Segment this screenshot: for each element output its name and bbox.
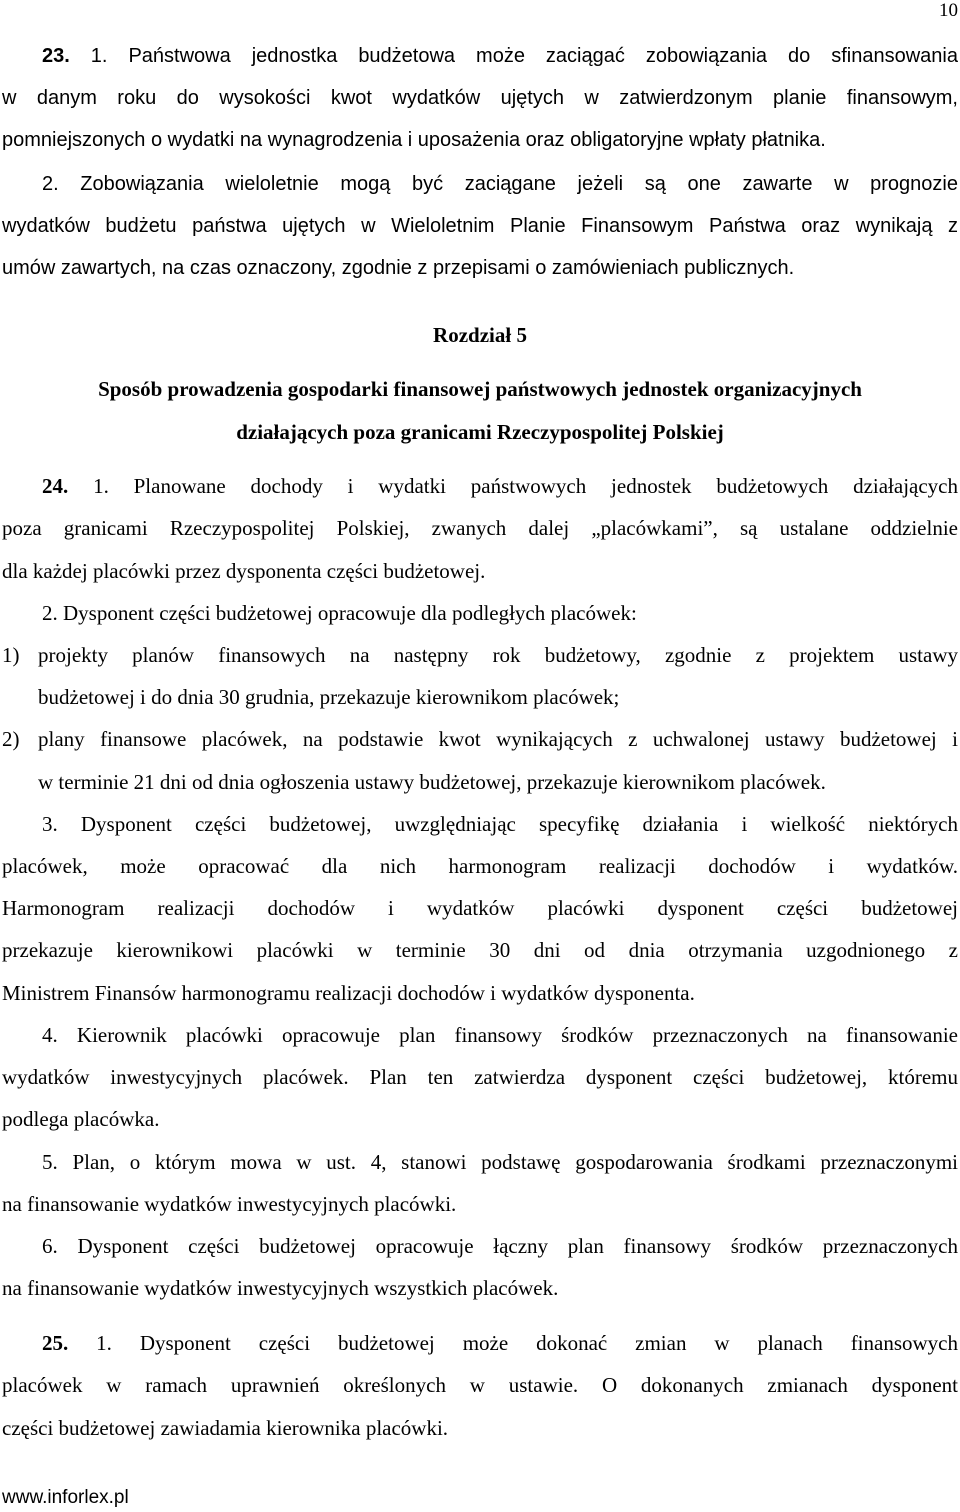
art24-p5-line-2: na finansowanie wydatków inwestycyjnych placówki. xyxy=(2,1192,457,1216)
art24-p4-line-3: podlega placówka. xyxy=(2,1107,160,1131)
art24-text: 1. Planowane dochody i wydatki państwowych jednostek budżetowych działających xyxy=(93,474,959,498)
art24-p4-line-1: 4. Kierownik placówki opracowuje plan finansowy środków przeznaczonych na finansowanie xyxy=(42,1023,958,1047)
list-item-1-number: 1) xyxy=(2,643,20,667)
list-item-2-line-2: w terminie 21 dni od dnia ogłoszenia ustawy budżetowej, przekazuje kierownikom placówek. xyxy=(38,770,826,794)
footer-url: www.inforlex.pl xyxy=(2,1487,129,1508)
art23-p2-line-3: umów zawartych, na czas oznaczony, zgodnie z przepisami o zamówieniach publicznych. xyxy=(2,257,795,279)
art25-line-3: części budżetowej zawiadamia kierownika placówki. xyxy=(2,1416,449,1440)
art24-p3-line-2: placówek, może opracować dla nich harmonogram realizacji dochodów i wydatków. xyxy=(2,854,958,878)
art23-text: 1. Państwowa jednostka budżetowa może zaciągać zobowiązania do sfinansowania xyxy=(90,45,958,67)
art24-p4-line-2: wydatków inwestycyjnych placówek. Plan ten zatwierdza dysponent części budżetowej, któremu xyxy=(2,1065,958,1089)
art25-number: 25. xyxy=(42,1331,69,1355)
art25-text: 1. Dysponent części budżetowej może dokonać zmian w planach finansowych xyxy=(96,1331,958,1355)
art24-p2-intro: 2. Dysponent części budżetowej opracowuje dla podległych placówek: xyxy=(42,601,637,625)
art24-p3-line-1: 3. Dysponent części budżetowej, uwzględniając specyfikę działania i wielkość niektórych xyxy=(42,812,958,836)
art23-number: 23. xyxy=(42,45,70,67)
art23-p2-line-2: wydatków budżetu państwa ujętych w Wieloletnim Planie Finansowym Państwa oraz wynikają z xyxy=(2,215,958,237)
list-item-1-line-2: budżetowej i do dnia 30 grudnia, przekazuje kierownikom placówek; xyxy=(38,685,620,709)
list-item-1-line-1: projekty planów finansowych na następny rok budżetowy, zgodnie z projektem ustawy xyxy=(38,643,958,667)
art23-p2-line-1: 2. Zobowiązania wieloletnie mogą być zaciągane jeżeli są one zawarte w prognozie xyxy=(42,173,958,195)
art24-p6-line-1: 6. Dysponent części budżetowej opracowuje łączny plan finansowy środków przeznaczonych xyxy=(42,1234,958,1258)
art24-p3-line-4: przekazuje kierownikowi placówki w terminie 30 dni od dnia otrzymania uzgodnionego z xyxy=(2,938,958,962)
art24-p6-line-2: na finansowanie wydatków inwestycyjnych wszystkich placówek. xyxy=(2,1276,559,1300)
art25-line-1 xyxy=(2,1328,958,1358)
art24-line-2: poza granicami Rzeczypospolitej Polskiej, zwanych dalej „placówkami”, są ustalane oddzielnie xyxy=(2,516,958,540)
art24-number: 24. xyxy=(42,474,69,498)
art24-line-1 xyxy=(2,471,958,501)
art23-line-3: pomniejszonych o wydatki na wynagrodzenia i uposażenia oraz obligatoryjne wpłaty płatnika. xyxy=(2,129,826,151)
art24-p5-line-1: 5. Plan, o którym mowa w ust. 4, stanowi podstawę gospodarowania środkami przeznaczonymi xyxy=(42,1150,958,1174)
art23-line-1 xyxy=(2,41,958,71)
art25-line-2: placówek w ramach uprawnień określonych w ustawie. O dokonanych zmianach dysponent xyxy=(2,1373,958,1397)
art24-line-3: dla każdej placówki przez dysponenta części budżetowej. xyxy=(2,559,486,583)
chapter-title-line-1: Sposób prowadzenia gospodarki finansowej państwowych jednostek organizacyjnych xyxy=(98,377,862,401)
page-number: 10 xyxy=(939,0,958,21)
list-item-2-line-1: plany finansowe placówek, na podstawie kwot wynikających z uchwalonej ustawy budżetowej i xyxy=(38,727,958,751)
list-item-2-number: 2) xyxy=(2,727,20,751)
chapter-title-line-2: działających poza granicami Rzeczypospolitej Polskiej xyxy=(236,420,724,444)
art24-p3-line-5: Ministrem Finansów harmonogramu realizacji dochodów i wydatków dysponenta. xyxy=(2,981,695,1005)
chapter-heading: Rozdział 5 xyxy=(433,323,527,347)
art23-line-2: w danym roku do wysokości kwot wydatków ujętych w zatwierdzonym planie finansowym, xyxy=(2,87,958,109)
art24-p3-line-3: Harmonogram realizacji dochodów i wydatków placówki dysponent części budżetowej xyxy=(2,896,958,920)
